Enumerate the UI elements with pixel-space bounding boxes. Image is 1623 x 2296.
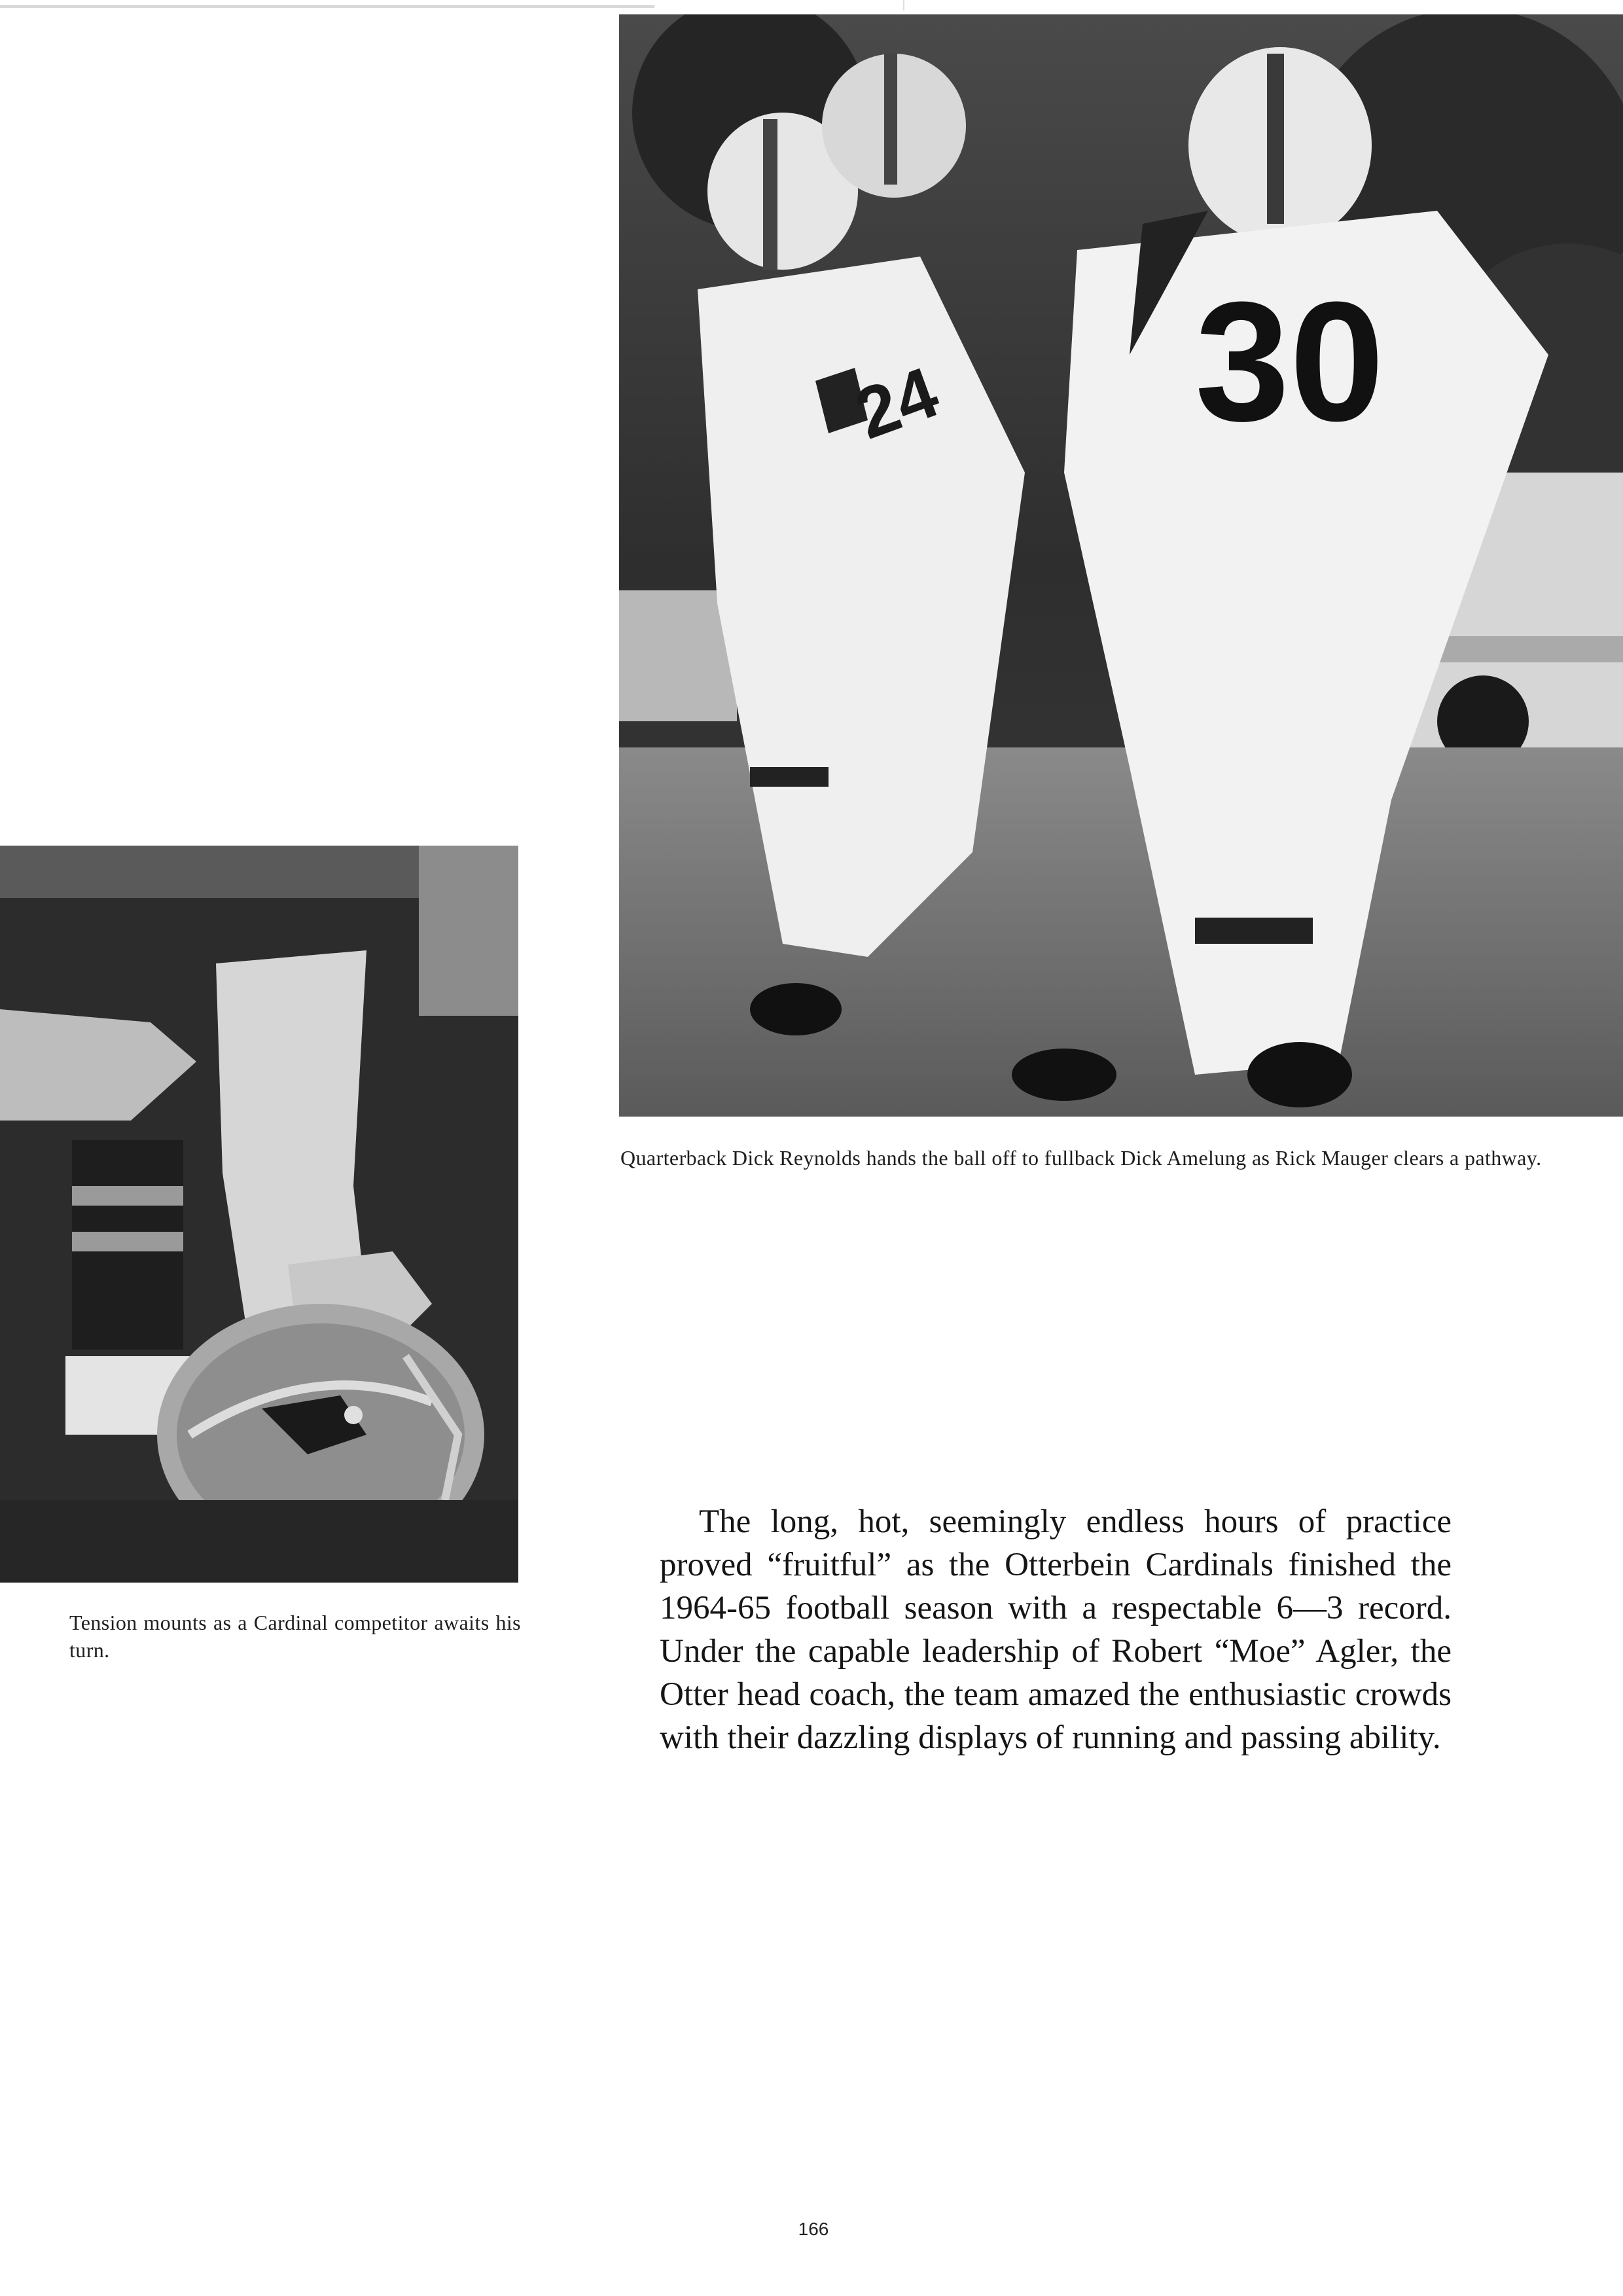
side-photo-caption: Tension mounts as a Cardinal competitor awaits his turn.	[69, 1611, 521, 1662]
football-players-running-photo-icon	[619, 14, 1623, 1117]
kneeling-player-helmet-photo-icon	[0, 846, 518, 1583]
svg-text:24: 24	[846, 351, 949, 455]
football-action-photo	[619, 14, 1623, 1117]
scan-artifact-mark	[903, 0, 1297, 10]
scan-artifact-line	[0, 5, 654, 8]
page-number: 166	[798, 2219, 829, 2239]
main-photo-caption: Quarterback Dick Reynolds hands the ball off to fullback Dick Amelung as Rick Mauger clears a pathway.	[620, 1146, 1542, 1170]
article-paragraph: The long, hot, seemingly endless hours of practice proved “fruitful” as the Otterbein Cardinals finished the 1964-65 football season with a respectable 6—3 record. Under the capable leadership of Robert “Moe” Agler, the Otter head coach, the team amazed the enthusiastic crowds with their dazzling displays of running and passing ability.	[660, 1503, 1452, 1756]
svg-text:30: 30	[1195, 267, 1385, 457]
helmet-photo	[0, 846, 518, 1583]
